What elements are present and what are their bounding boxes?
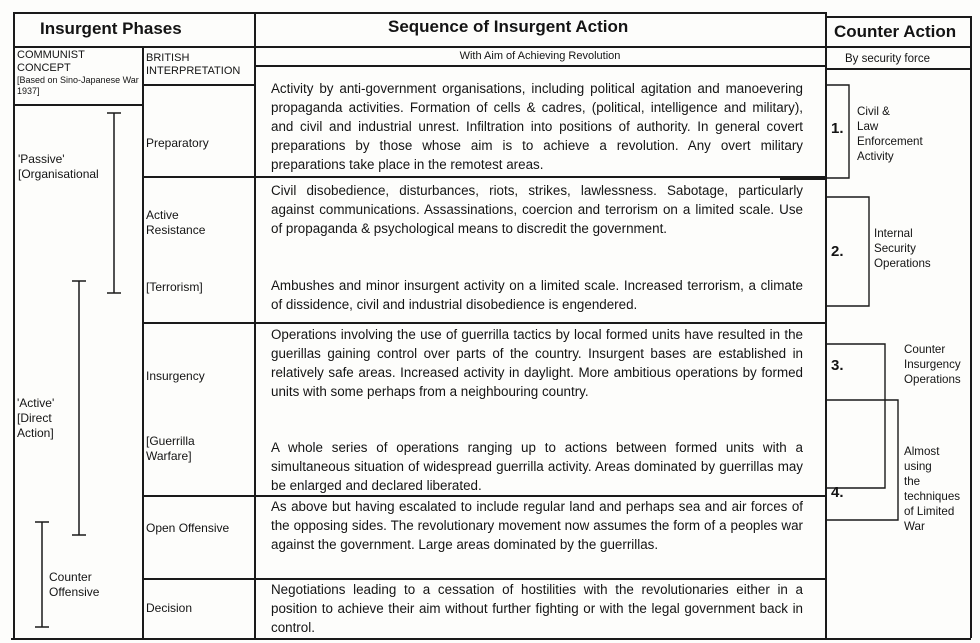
counter-4-line: the bbox=[904, 475, 921, 488]
counter-4-line: of Limited bbox=[904, 505, 955, 518]
counter-1-line: Civil & bbox=[857, 105, 890, 118]
row-sep-1 bbox=[142, 176, 826, 178]
counter-1-line: Activity bbox=[857, 150, 894, 163]
british-terrorism: [Terrorism] bbox=[146, 280, 203, 294]
concept-counter-sub: Offensive bbox=[49, 585, 100, 599]
concept-active-label: 'Active' bbox=[17, 396, 55, 410]
row-sep-2 bbox=[142, 322, 826, 324]
counter-border-top bbox=[826, 16, 971, 18]
counter-4-line: Almost bbox=[904, 445, 940, 458]
concept-active-sub2: Action] bbox=[17, 426, 54, 440]
communist-concept-label: COMMUNIST CONCEPT bbox=[17, 49, 85, 74]
counter-1-number: 1. bbox=[831, 120, 844, 137]
counter-3-line: Counter bbox=[904, 343, 946, 356]
counter-3-number: 3. bbox=[831, 357, 844, 374]
counter-4-number: 4. bbox=[831, 484, 844, 501]
concept-counter-offensive bbox=[49, 570, 99, 600]
counter-2-text bbox=[874, 226, 931, 271]
counter-4-line: using bbox=[904, 460, 932, 473]
counter-2-line: Security bbox=[874, 242, 916, 255]
action-preparatory: Activity by anti-government organisations, including political agitation and manoevering propaganda activities. Formation of cells & cadres, (political, intelligence and military), and civil and industrial unrest. Infiltration into positions of authority. In general covert preparations by those whose aim is to achieve a revolution. Any overt military preparations take place in the remotest areas. bbox=[271, 81, 803, 172]
counter-3-line: Insurgency bbox=[904, 358, 961, 371]
box-1-stub bbox=[780, 178, 826, 180]
col-sep-british bbox=[254, 46, 256, 639]
header-sep bbox=[13, 46, 971, 48]
british-guerrilla-warfare: [Guerrilla Warfare] bbox=[146, 434, 195, 463]
action-open-offensive: As above but having escalated to include regular land and perhaps sea and air forces of the opposing sides. The revolutionary movement now assumes the form of a peoples war against the government. Large areas dominated by the guerrillas. bbox=[271, 499, 803, 552]
communist-brackets bbox=[13, 104, 143, 639]
counter-1-line: Enforcement bbox=[857, 135, 923, 148]
concept-counter-label: Counter bbox=[49, 570, 92, 584]
communist-concept-header bbox=[17, 49, 139, 97]
action-insurgency: Operations involving the use of guerrilla tactics by local formed units have resulted in the guerillas gaining control over parts of the country. Insurgent bases are established in relatively safe areas. Increased activity in daylight. More ambitious operations by formed units with some perhaps from a neighbouring country. bbox=[271, 327, 803, 399]
action-terrorism: Ambushes and minor insurgent activity on a limited scale. Increased terrorism, a climate of dissidence, civil and industrial disobedience is engendered. bbox=[271, 278, 803, 312]
action-decision: Negotiations leading to a cessation of hostilities with the revolutionaries either in a position to achieve their aim without further fighting or with the legal government back in control. bbox=[271, 582, 803, 635]
action-active-resistance: Civil disobedience, disturbances, riots, strikes, lawlessness. Sabotage, particularly against communications. Assassinations, coercion and terrorism on a limited scale. Use of propaganda & psychological means to discredit the government. bbox=[271, 183, 803, 236]
counter-2-number: 2. bbox=[831, 243, 844, 260]
bracket-passive bbox=[107, 113, 121, 293]
sequence-subtitle: With Aim of Achieving Revolution bbox=[459, 50, 621, 62]
counter-title: Counter Action bbox=[834, 22, 957, 41]
counter-4-line: War bbox=[904, 520, 925, 533]
action-guerrilla-warfare: A whole series of operations ranging up to actions between formed units with a simultaneous situation of widespread guerrilla activity. Areas dominated by guerrillas may be enlarged and declared liberated. bbox=[271, 440, 803, 493]
british-header-sep bbox=[142, 84, 255, 86]
counter-1-text bbox=[857, 104, 923, 164]
bracket-counter-offensive bbox=[35, 522, 49, 627]
sequence-title: Sequence of Insurgent Action bbox=[388, 17, 629, 36]
british-open-offensive: Open Offensive bbox=[146, 521, 230, 535]
british-decision: Decision bbox=[146, 601, 193, 615]
counter-3-text bbox=[904, 342, 961, 387]
subheader-sep-seq bbox=[254, 65, 826, 67]
counter-4-line: techniques bbox=[904, 490, 961, 503]
british-active-resistance: Active Resistance bbox=[146, 208, 206, 237]
table-border-top bbox=[14, 12, 826, 14]
british-preparatory: Preparatory bbox=[146, 136, 209, 150]
counter-4-text bbox=[904, 444, 960, 534]
british-insurgency: Insurgency bbox=[146, 369, 205, 383]
concept-active-sub1: [Direct bbox=[17, 411, 52, 425]
counter-2-line: Internal bbox=[874, 227, 913, 240]
box-4 bbox=[825, 400, 898, 520]
counter-1-line: Law bbox=[857, 120, 879, 133]
phases-title: Insurgent Phases bbox=[40, 19, 182, 38]
bracket-active bbox=[72, 281, 86, 535]
counter-2-line: Operations bbox=[874, 257, 931, 270]
british-interpretation-header: BRITISH INTERPRETATION bbox=[146, 52, 241, 77]
concept-passive-label: 'Passive' bbox=[18, 152, 65, 166]
concept-active bbox=[17, 396, 54, 441]
concept-passive bbox=[18, 152, 99, 182]
col-sep-phases bbox=[254, 12, 256, 47]
counter-3-line: Operations bbox=[904, 373, 961, 386]
communist-concept-note: [Based on Sino-Japanese War 1937] bbox=[17, 75, 139, 96]
concept-passive-sub: [Organisational bbox=[18, 167, 99, 181]
counter-subtitle: By security force bbox=[845, 53, 930, 65]
